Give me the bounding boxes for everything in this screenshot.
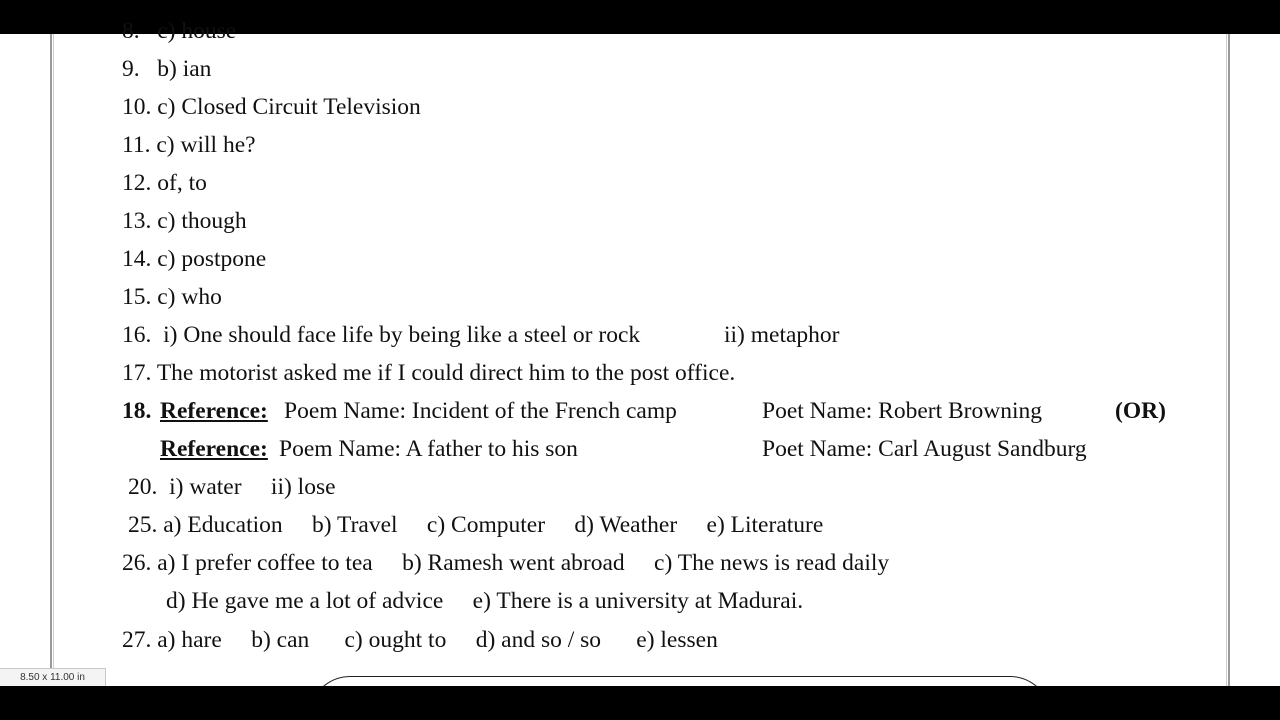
page-right-edge bbox=[1228, 34, 1230, 686]
page-size-indicator: 8.50 x 11.00 in bbox=[0, 668, 106, 686]
or-label: (OR) bbox=[1115, 398, 1166, 424]
reference-label: Reference: bbox=[160, 398, 268, 424]
answer-line-26-cont: d) He gave me a lot of advice e) There is a university at Madurai. bbox=[166, 588, 804, 614]
answer-line-8: 8. c) house bbox=[122, 18, 237, 44]
poet-name-2: Poet Name: Carl August Sandburg bbox=[762, 436, 1087, 462]
answer-line-14: 14. c) postpone bbox=[122, 246, 267, 272]
answer-line-16: 16. i) One should face life by being like a steel or rock bbox=[122, 322, 641, 348]
page-right-edge-shadow bbox=[1226, 34, 1227, 686]
document-page bbox=[54, 18, 1226, 686]
answer-line-10: 10. c) Closed Circuit Television bbox=[122, 94, 421, 120]
answer-line-12: 12. of, to bbox=[122, 170, 207, 196]
poem-name-1: Poem Name: Incident of the French camp bbox=[284, 398, 677, 424]
answer-line-20: 20. i) water ii) lose bbox=[128, 474, 336, 500]
answer-line-15: 15. c) who bbox=[122, 284, 222, 310]
answer-line-25: 25. a) Education b) Travel c) Computer d) Weather e) Literature bbox=[128, 512, 824, 538]
poem-name-2: Poem Name: A father to his son bbox=[279, 436, 578, 462]
poet-name-1: Poet Name: Robert Browning bbox=[762, 398, 1043, 424]
answer-line-27: 27. a) hare b) can c) ought to d) and so / so e) lessen bbox=[122, 627, 718, 653]
answer-line-9: 9. b) ian bbox=[122, 56, 212, 82]
page-left-edge bbox=[50, 34, 52, 686]
answer-line-17: 17. The motorist asked me if I could direct him to the post office. bbox=[122, 360, 736, 386]
bottom-black-bar bbox=[0, 686, 1280, 720]
answer-line-13: 13. c) though bbox=[122, 208, 247, 234]
answer-line-26: 26. a) I prefer coffee to tea b) Ramesh went abroad c) The news is read daily bbox=[122, 550, 890, 576]
reference-label-2: Reference: bbox=[160, 436, 268, 462]
answer-number-18: 18. bbox=[122, 398, 152, 424]
answer-line-11: 11. c) will he? bbox=[122, 132, 256, 158]
answer-line-16-part2: ii) metaphor bbox=[724, 322, 840, 348]
